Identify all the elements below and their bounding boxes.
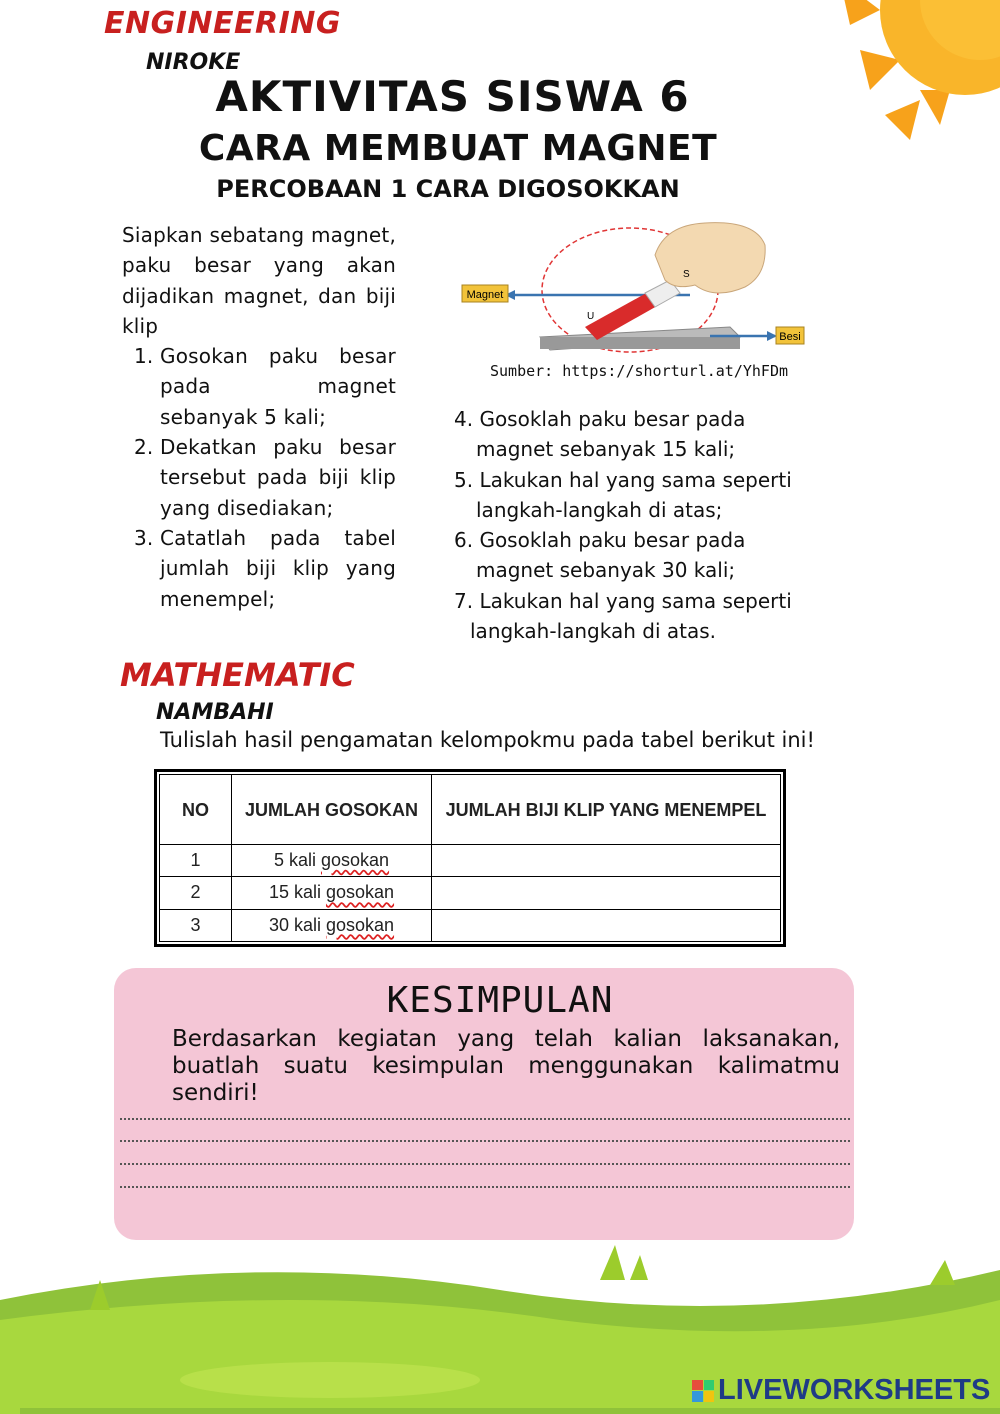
- step-3: 3. Catatlah pada tabel jumlah biji klip yang menempel;: [160, 523, 396, 614]
- page-subtitle: CARA MEMBUAT MAGNET: [198, 128, 718, 169]
- row-gosokan: [232, 877, 432, 909]
- liveworksheets-icon: [692, 1380, 714, 1402]
- step-6-line1: 6. Gosoklah paku besar pada: [454, 528, 746, 553]
- header-klip: JUMLAH BIJI KLIP YANG MENEMPEL: [432, 775, 781, 845]
- step-5-line2: langkah-langkah di atas;: [476, 497, 723, 522]
- step-5-line1: 5. Lakukan hal yang sama seperti: [454, 467, 792, 492]
- row-result-input[interactable]: [432, 909, 781, 941]
- row-count: 5 kali: [273, 850, 316, 871]
- step-4-line1: 4. Gosoklah paku besar pada: [454, 407, 746, 431]
- conclusion-title: KESIMPULAN: [386, 980, 614, 1021]
- table-row: [160, 909, 781, 941]
- intro-text: Siapkan sebatang magnet, paku besar yang akan dijadikan magnet, dan biji klip: [122, 223, 396, 338]
- row-count: 15 kali: [268, 882, 321, 903]
- liveworksheets-logo: [692, 1374, 990, 1407]
- step-1: 1. Gosokan paku besar pada magnet sebanyak 5 kali;: [160, 341, 396, 432]
- pole-s-label: S: [683, 269, 690, 280]
- answer-line[interactable]: [120, 1163, 850, 1165]
- step-4: [454, 404, 834, 465]
- step-5: [454, 465, 834, 526]
- conclusion-prompt: Berdasarkan kegiatan yang telah kalian laksanakan, buatlah suatu kesimpulan menggunakan kalimatmu sendiri!: [172, 1026, 840, 1106]
- row-result-input[interactable]: [432, 877, 781, 909]
- row-word: gosokan: [325, 914, 395, 935]
- header-gosokan: JUMLAH GOSOKAN: [232, 775, 432, 845]
- answer-line[interactable]: [120, 1140, 850, 1142]
- step-4-line2: magnet sebanyak 15 kali;: [476, 437, 736, 462]
- mathematic-label: MATHEMATIC: [120, 656, 355, 694]
- row-no: 3: [160, 909, 232, 941]
- observation-table: [154, 769, 786, 947]
- experiment-title: PERCOBAAN 1 CARA DIGOSOKKAN: [216, 175, 680, 203]
- row-count: 30 kali: [268, 914, 321, 935]
- header-no: NO: [160, 775, 232, 845]
- hand-illustration: [655, 223, 765, 293]
- pole-u-label: U: [587, 311, 595, 322]
- besi-label: Besi: [779, 331, 801, 343]
- table-instruction: Tulislah hasil pengamatan kelompokmu pada tabel berikut ini!: [160, 728, 815, 752]
- mathematic-sub-label: NAMBAHI: [156, 700, 274, 725]
- row-result-input[interactable]: [432, 845, 781, 877]
- step-2: 2. Dekatkan paku besar tersebut pada biji klip yang disediakan;: [160, 432, 396, 523]
- table-row: [160, 845, 781, 877]
- step-6-line2: magnet sebanyak 30 kali;: [476, 558, 736, 583]
- row-no: 2: [160, 877, 232, 909]
- step-6: [454, 525, 834, 586]
- engineering-label: ENGINEERING: [104, 6, 341, 41]
- page-title: AKTIVITAS SISWA 6: [215, 72, 690, 121]
- step-7-line1: 7. Lakukan hal yang sama seperti: [454, 588, 792, 613]
- answer-line[interactable]: [120, 1118, 850, 1120]
- magnet-label: Magnet: [466, 289, 504, 301]
- engineering-sub-label: NIROKE: [146, 50, 241, 75]
- right-instructions: [454, 404, 834, 646]
- row-word: gosokan: [325, 882, 395, 903]
- steps-left-list: [122, 341, 396, 614]
- left-instructions: [122, 220, 396, 614]
- answer-line[interactable]: [120, 1186, 850, 1188]
- row-gosokan: [232, 909, 432, 941]
- row-gosokan: [232, 845, 432, 877]
- table-row: [160, 877, 781, 909]
- figure-source: Sumber: https://shorturl.at/YhFDm: [490, 362, 789, 380]
- row-word: gosokan: [320, 850, 390, 871]
- step-7-line2: langkah-langkah di atas.: [470, 619, 717, 644]
- iron-bar-side: [540, 337, 740, 349]
- step-7: [454, 586, 834, 647]
- magnet-rubbing-illustration: [455, 215, 815, 360]
- row-no: 1: [160, 845, 232, 877]
- liveworksheets-brand: LIVEWORKSHEETS: [718, 1374, 991, 1406]
